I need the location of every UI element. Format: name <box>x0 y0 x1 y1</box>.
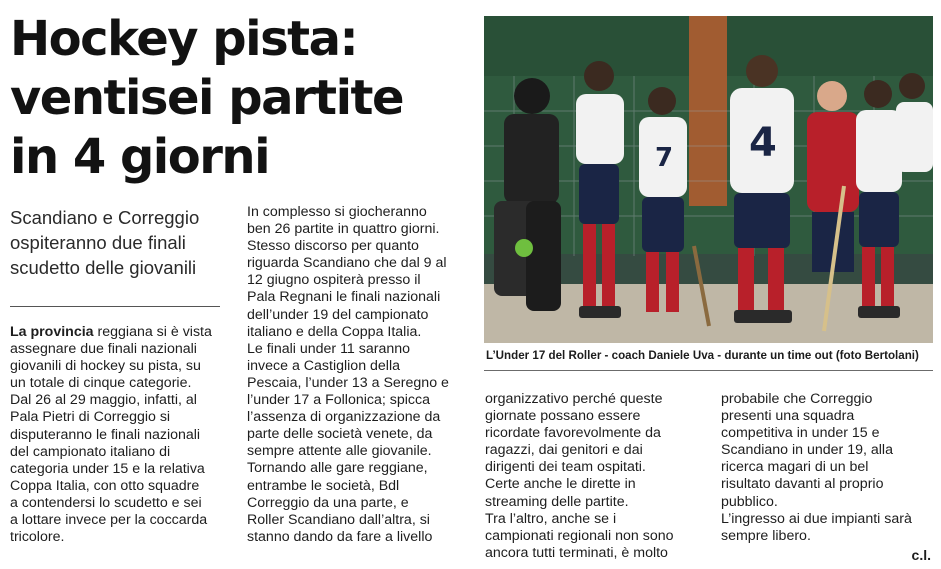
body-line: Dal 26 al 29 maggio, infatti, al <box>10 392 197 409</box>
body-line: presenti una squadra <box>721 408 855 425</box>
jersey-number: 4 <box>749 120 777 166</box>
body-line: Scandiano in under 19, alla <box>721 442 893 459</box>
body-line: l’assenza di organizzazione da <box>247 409 441 426</box>
body-line: a contendersi lo scudetto e sei <box>10 494 202 511</box>
body-line: ragazzi, dai genitori e dai <box>485 442 643 459</box>
team-photo <box>484 16 933 343</box>
body-line: dirigenti dei team ospitati. <box>485 459 646 476</box>
body-line: risultato davanti al proprio <box>721 476 884 493</box>
author-signature: c.l. <box>911 547 931 563</box>
body-line: L’ingresso ai due impianti sarà <box>721 510 912 527</box>
caption-divider <box>484 370 933 371</box>
body-line: Stesso discorso per quanto <box>247 238 419 255</box>
body-line: campionati regionali non sono <box>485 527 674 544</box>
subheadline-line: scudetto delle giovanili <box>10 257 197 278</box>
body-line: invece a Castiglion della <box>247 357 401 374</box>
body-line: Tra l’altro, anche se i <box>485 510 617 527</box>
body-line: del campionato italiano di <box>10 443 171 460</box>
body-column-1 <box>10 324 230 546</box>
body-line: Certe anche le dirette in <box>485 476 636 493</box>
body-line: un totale di cinque categorie. <box>10 375 192 392</box>
lead-rest: reggiana si è vista <box>93 324 212 340</box>
lead-bold: La provincia <box>10 324 94 340</box>
headline <box>10 10 470 187</box>
body-line: parte delle società venete, da <box>247 426 433 443</box>
body-line: ancora tutti terminati, è molto <box>485 544 668 561</box>
body-line: Pala Regnani le finali nazionali <box>247 289 441 306</box>
photo-caption: L’Under 17 del Roller - coach Daniele Uva - durante un time out (foto Bertolani) <box>486 349 919 362</box>
headline-line: in 4 giorni <box>10 129 270 185</box>
body-line: probabile che Correggio <box>721 391 873 407</box>
headline-line: ventisei partite <box>10 70 404 126</box>
body-line: giornate possano essere <box>485 408 641 425</box>
subheadline <box>10 205 245 280</box>
body-line: assegnare due finali nazionali <box>10 341 197 358</box>
body-line: disputeranno le finali nazionali <box>10 426 201 443</box>
body-column-4 <box>721 391 931 545</box>
body-line: italiano e della Coppa Italia. <box>247 323 422 340</box>
body-line: tricolore. <box>10 529 65 546</box>
subheadline-divider <box>10 306 220 307</box>
body-line: Pescaia, l’under 13 a Seregno e <box>247 374 449 391</box>
body-line: riguarda Scandiano che dal 9 al <box>247 255 447 272</box>
body-column-3 <box>485 391 705 562</box>
body-column-2 <box>247 204 467 546</box>
body-line: a lottare invece per la coccarda <box>10 512 208 529</box>
body-line: categoria under 15 e la relativa <box>10 460 205 477</box>
body-line <box>10 324 230 341</box>
body-line: pubblico. <box>721 493 778 510</box>
body-line: sempre libero. <box>721 527 811 544</box>
body-line: Roller Scandiano dall’altra, si <box>247 511 430 528</box>
body-line: competitiva in under 15 e <box>721 425 880 442</box>
body-line: ben 26 partite in quattro giorni. <box>247 221 440 238</box>
body-line: Pala Pietri di Correggio si <box>10 409 171 426</box>
body-line: dell’under 19 del campionato <box>247 306 429 323</box>
body-line: l’under 17 a Follonica; spicca <box>247 392 430 409</box>
headline-line: Hockey pista: <box>10 11 358 67</box>
body-line: Coppa Italia, con otto squadre <box>10 477 200 494</box>
svg-text:7: 7 <box>655 143 674 173</box>
body-line: giovanili di hockey su pista, su <box>10 358 201 375</box>
body-line: streaming delle partite. <box>485 493 629 510</box>
body-line: ricordate favorevolmente da <box>485 425 661 442</box>
body-line: Correggio da una parte, e <box>247 494 409 511</box>
team-photo-illustration <box>484 16 933 343</box>
body-line: Le finali under 11 saranno <box>247 340 411 357</box>
body-line: organizzativo perché queste <box>485 391 663 407</box>
body-line: sempre attente alle giovanile. <box>247 443 432 460</box>
body-line: Tornando alle gare reggiane, <box>247 460 428 477</box>
body-line: entrambe le società, Bdl <box>247 477 400 494</box>
body-line: In complesso si giocheranno <box>247 204 427 220</box>
body-line: stanno dando da fare a livello <box>247 528 433 545</box>
body-line: ricerca magari di un bel <box>721 459 869 476</box>
subheadline-line: Scandiano e Correggio <box>10 207 200 228</box>
subheadline-line: ospiteranno due finali <box>10 232 186 253</box>
body-line: 12 giugno ospiterà presso il <box>247 272 421 289</box>
